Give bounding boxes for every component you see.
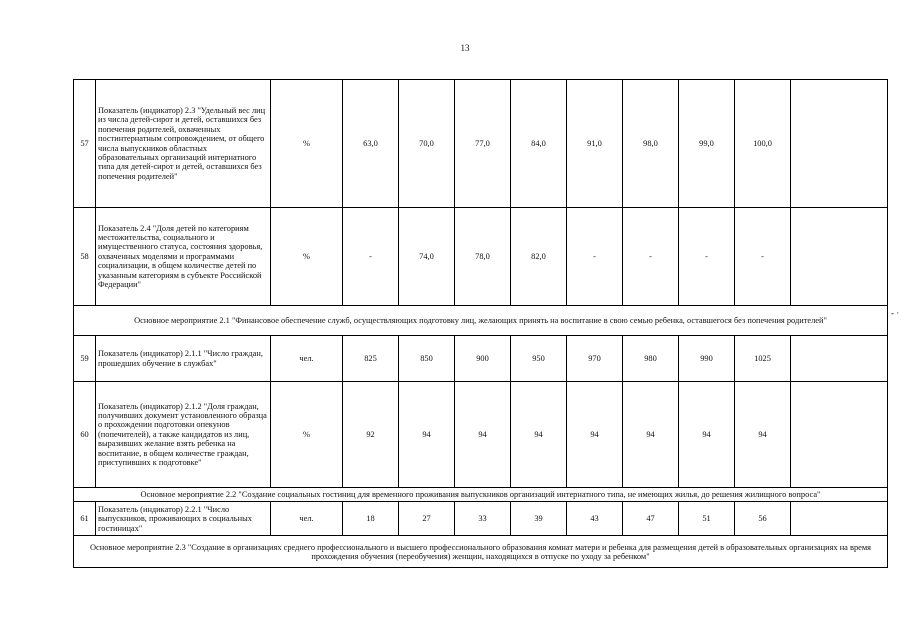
value-cell: 63,0: [343, 80, 399, 208]
indicator-name: Показатель (индикатор) 2.2.1 "Число выпускников, проживающих в социальных гостиницах": [96, 502, 271, 536]
row-number: 58: [74, 208, 96, 306]
value-cell: 47: [623, 502, 679, 536]
value-cell: 78,0: [455, 208, 511, 306]
value-cell: [791, 208, 888, 306]
indicator-row: [74, 382, 888, 488]
table-body: [74, 80, 888, 568]
value-cell: 94: [567, 382, 623, 488]
value-cell: [791, 336, 888, 382]
value-cell: 92: [343, 382, 399, 488]
value-cell: 33: [455, 502, 511, 536]
value-cell: 970: [567, 336, 623, 382]
value-cell: 94: [455, 382, 511, 488]
indicator-row: [74, 208, 888, 306]
value-cell: 56: [735, 502, 791, 536]
page-number: 13: [460, 43, 470, 53]
value-cell: -: [679, 208, 735, 306]
activity-row: [74, 536, 888, 568]
indicator-name: Показатель (индикатор) 2.1.2 "Доля граждан, получивших документ установленного образца о прохождении подготовки опекунов (попечителей), а также кандидатов из лиц, выразивших желание взять ребенка на воспитание, в общем количестве граждан, приступивших к подготовке": [96, 382, 271, 488]
main-activity-title: Основное мероприятие 2.3 "Создание в организациях среднего профессионального и высшего профессионального образования комнат матери и ребенка для размещения детей в образовательных организациях на время прохождения обучения (переобучения) женщин, находящихся в отпуске по уходу за ребенком": [74, 536, 888, 568]
value-cell: 70,0: [399, 80, 455, 208]
indicator-row: [74, 502, 888, 536]
row-number: 57: [74, 80, 96, 208]
value-cell: [791, 80, 888, 208]
value-cell: 18: [343, 502, 399, 536]
value-cell: 99,0: [679, 80, 735, 208]
unit-cell: %: [271, 208, 343, 306]
value-cell: 94: [679, 382, 735, 488]
indicator-name: Показатель (индикатор) 2.1.1 "Число граждан, прошедших обучение в службах": [96, 336, 271, 382]
activity-row: [74, 306, 888, 336]
value-cell: 990: [679, 336, 735, 382]
row-number: 59: [74, 336, 96, 382]
value-cell: 43: [567, 502, 623, 536]
value-cell: 94: [399, 382, 455, 488]
main-activity-title: Основное мероприятие 2.1 "Финансовое обеспечение служб, осуществляющих подготовку лиц, желающих принять на воспитание в свою семью ребенка, оставшегося без попечения родителей": [74, 306, 888, 336]
unit-cell: %: [271, 382, 343, 488]
indicator-row: [74, 80, 888, 208]
value-cell: 94: [511, 382, 567, 488]
value-cell: [791, 382, 888, 488]
row-number: 60: [74, 382, 96, 488]
value-cell: -: [567, 208, 623, 306]
indicator-name: Показатель 2.4 "Доля детей по категориям местожительства, социального и имущественного статуса, состояния здоровья, охваченных моделями и программами социализации, в общем количестве детей по указанным категориям в субъекте Российской Федерации": [96, 208, 271, 306]
value-cell: 980: [623, 336, 679, 382]
value-cell: -: [623, 208, 679, 306]
value-cell: 94: [735, 382, 791, 488]
activity-row: [74, 488, 888, 502]
indicators-table: [73, 79, 888, 568]
value-cell: -: [343, 208, 399, 306]
value-cell: 84,0: [511, 80, 567, 208]
value-cell: 82,0: [511, 208, 567, 306]
value-cell: 950: [511, 336, 567, 382]
indicator-row: [74, 336, 888, 382]
unit-cell: чел.: [271, 336, 343, 382]
value-cell: 900: [455, 336, 511, 382]
margin-mark: - ·: [891, 308, 900, 318]
unit-cell: %: [271, 80, 343, 208]
value-cell: 74,0: [399, 208, 455, 306]
value-cell: 91,0: [567, 80, 623, 208]
value-cell: [791, 502, 888, 536]
main-activity-title: Основное мероприятие 2.2 "Создание социальных гостиниц для временного проживания выпускников организаций интернатного типа, не имеющих жилья, до решения жилищного вопроса": [74, 488, 888, 502]
value-cell: -: [735, 208, 791, 306]
value-cell: 98,0: [623, 80, 679, 208]
value-cell: 27: [399, 502, 455, 536]
value-cell: 850: [399, 336, 455, 382]
value-cell: 77,0: [455, 80, 511, 208]
indicator-name: Показатель (индикатор) 2.3 "Удельный вес лиц из числа детей-сирот и детей, оставшихся без попечения родителей, охваченных постинтернатным сопровождением, от общего числа выпускников областных образовательных организаций интернатного типа для детей-сирот и детей, оставшихся без попечения родителей": [96, 80, 271, 208]
value-cell: 825: [343, 336, 399, 382]
value-cell: 39: [511, 502, 567, 536]
row-number: 61: [74, 502, 96, 536]
value-cell: 1025: [735, 336, 791, 382]
unit-cell: чел.: [271, 502, 343, 536]
value-cell: 51: [679, 502, 735, 536]
value-cell: 94: [623, 382, 679, 488]
value-cell: 100,0: [735, 80, 791, 208]
